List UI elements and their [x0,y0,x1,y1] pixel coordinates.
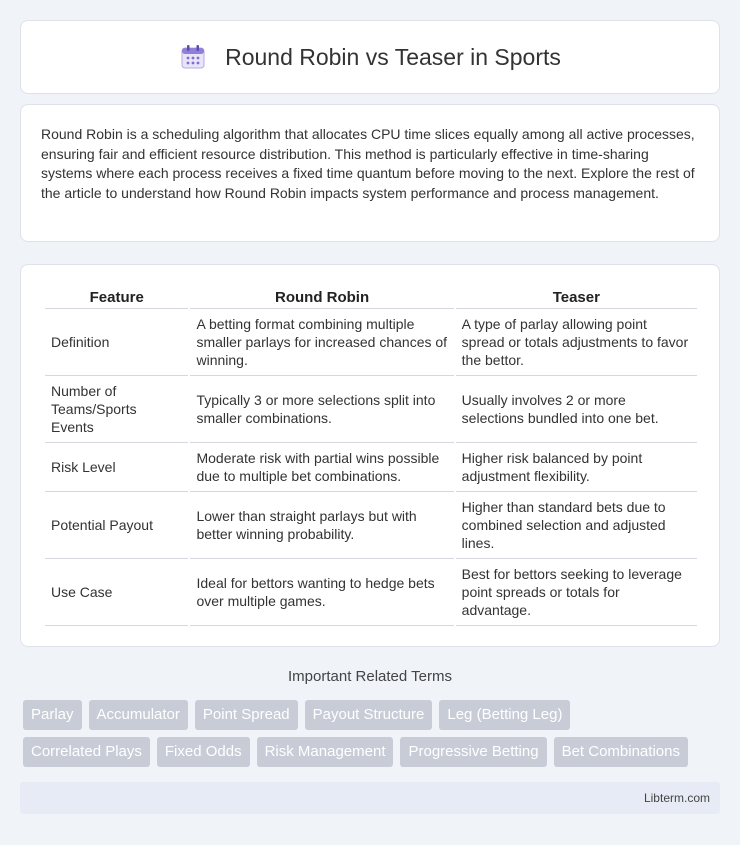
row-teaser: A type of parlay allowing point spread or totals adjustments to favor the bettor. [456,309,697,376]
row-round-robin: Moderate risk with partial wins possible due to multiple bet combinations. [190,443,453,492]
row-teaser: Higher than standard bets due to combined selection and adjusted lines. [456,492,697,559]
row-teaser: Best for bettors seeking to leverage point spreads or totals for advantage. [456,559,697,626]
row-round-robin: Lower than straight parlays but with better winning probability. [190,492,453,559]
tag-point-spread[interactable]: Point Spread [195,700,298,730]
table-row [45,492,697,559]
row-feature: Definition [45,309,188,376]
title-row [179,43,561,71]
tag-accumulator[interactable]: Accumulator [89,700,188,730]
row-feature: Risk Level [45,443,188,492]
intro-card [20,104,720,242]
table-card [20,264,720,647]
header-feature: Feature [45,287,188,309]
related-tags-row-2 [23,737,723,767]
row-round-robin: Typically 3 or more selections split into smaller combinations. [190,376,453,443]
header-card [20,20,720,94]
tag-payout-structure[interactable]: Payout Structure [305,700,433,730]
related-tags-row-1 [23,700,723,730]
tag-progressive-betting[interactable]: Progressive Betting [400,737,546,767]
table-row [45,559,697,626]
calendar-icon [179,43,207,71]
tag-bet-combinations[interactable]: Bet Combinations [554,737,688,767]
table-header-row [45,287,697,309]
row-round-robin: Ideal for bettors wanting to hedge bets over multiple games. [190,559,453,626]
tag-parlay[interactable]: Parlay [23,700,82,730]
table-row [45,376,697,443]
intro-text: Round Robin is a scheduling algorithm that allocates CPU time slices equally among all active processes, ensuring fair and efficient resource distribution. This method is particularly effective in time-sharing systems where each process receives a fixed time quantum before moving to the next. Explore the rest of the article to understand how Round Robin impacts system performance and process management. [41,126,695,201]
page-title: Round Robin vs Teaser in Sports [225,43,561,70]
tag-risk-management[interactable]: Risk Management [257,737,394,767]
footer-site-link[interactable]: Libterm.com [643,791,710,805]
header-teaser: Teaser [456,287,697,309]
row-feature: Use Case [45,559,188,626]
table-row [45,309,697,376]
tag-fixed-odds[interactable]: Fixed Odds [157,737,250,767]
header-round-robin: Round Robin [190,287,453,309]
row-feature: Number of Teams/Sports Events [45,376,188,443]
table-row [45,443,697,492]
footer [20,782,720,814]
row-feature: Potential Payout [45,492,188,559]
row-round-robin: A betting format combining multiple smaller parlays for increased chances of winning. [190,309,453,376]
tag-leg[interactable]: Leg (Betting Leg) [439,700,570,730]
related-terms-title: Important Related Terms [288,668,452,685]
comparison-table [43,287,699,626]
row-teaser: Higher risk balanced by point adjustment flexibility. [456,443,697,492]
tag-correlated-plays[interactable]: Correlated Plays [23,737,150,767]
row-teaser: Usually involves 2 or more selections bundled into one bet. [456,376,697,443]
